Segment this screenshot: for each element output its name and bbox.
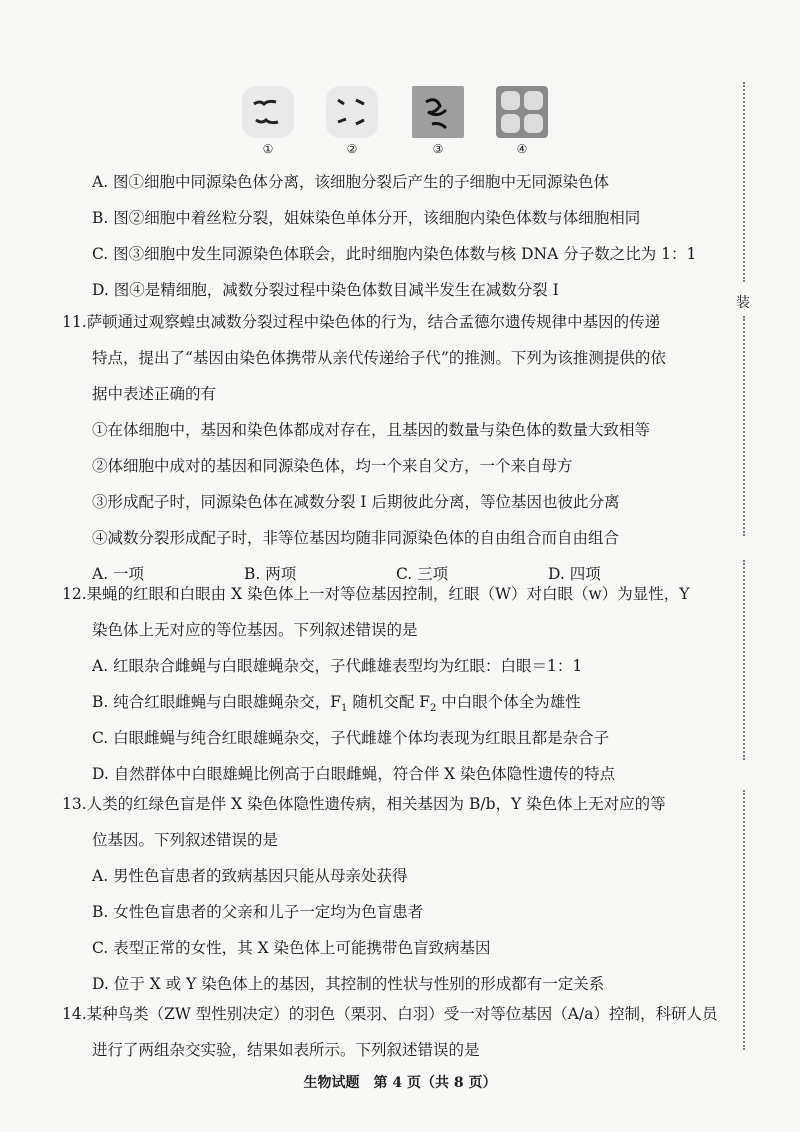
q13-option-a: A. 男性色盲患者的致病基因只能从母亲处获得 (92, 867, 408, 885)
cell-image-3 (412, 86, 464, 138)
q13-option-b: B. 女性色盲患者的父亲和儿子一定均为色盲患者 (92, 903, 424, 921)
q13-stem-line-2: 位基因。下列叙述错误的是 (92, 831, 279, 849)
binding-line-top (743, 82, 745, 282)
q10-option-a: A. 图①细胞中同源染色体分离，该细胞分裂后产生的子细胞中无同源染色体 (92, 173, 610, 191)
q13-option-d: D. 位于 X 或 Y 染色体上的基因，其控制的性状与性别的形成都有一定关系 (92, 975, 605, 993)
q10-option-c: C. 图③细胞中发生同源染色体联会，此时细胞内染色体数与核 DNA 分子数之比为 1：1 (92, 245, 697, 263)
q14-stem-text-1: 某种鸟类（ZW 型性别决定）的羽色（栗羽、白羽）受一对等位基因（A/a）控制，科研人员 (86, 1005, 718, 1023)
cell-image-1 (242, 86, 294, 138)
q12-number: 12. (62, 585, 87, 603)
q12-option-d: D. 自然群体中白眼雄蝇比例高于白眼雌蝇，符合伴 X 染色体隐性遗传的特点 (92, 765, 616, 783)
q12-option-b (92, 684, 712, 720)
figure-1 (240, 86, 296, 164)
page-footer: 生物试题 第 4 页（共 8 页） (303, 1075, 497, 1091)
cell-figures (236, 86, 556, 164)
figure-2-caption: ② (346, 142, 358, 156)
cell-image-4 (496, 86, 548, 138)
q11-statement-4: ④减数分裂形成配子时，非等位基因均随非同源染色体的自由组合而自由组合 (92, 529, 620, 547)
q14-stem-line-2: 进行了两组杂交实验，结果如表所示。下列叙述错误的是 (92, 1041, 480, 1059)
q12-option-b-part-3: 中白眼个体全为雄性 (436, 693, 581, 711)
q11-statement-2: ②体细胞中成对的基因和同源染色体，均一个来自父方，一个来自母方 (92, 457, 573, 475)
q13-number: 13. (62, 795, 87, 813)
figure-4-caption: ④ (516, 142, 528, 156)
q11-stem-text-1: 萨顿通过观察蝗虫减数分裂过程中染色体的行为，结合孟德尔遗传规律中基因的传递 (86, 313, 661, 331)
q12-option-b-sub-1: 1 (341, 703, 348, 715)
question-11 (62, 304, 712, 592)
q11-stem-line-3: 据中表述正确的有 (92, 385, 217, 403)
binding-line-middle (743, 316, 745, 536)
binding-line-lower (743, 560, 745, 760)
figure-3-caption: ③ (432, 142, 444, 156)
q13-stem-line-1 (62, 786, 712, 822)
binding-line-bottom (743, 790, 745, 1050)
q12-option-c: C. 白眼雌蝇与纯合红眼雄蝇杂交，子代雌雄个体均表现为红眼且都是杂合子 (92, 729, 610, 747)
question-14 (62, 996, 718, 1068)
question-10-options (92, 164, 712, 308)
q11-stem-line-1 (62, 304, 712, 340)
binding-label: 装 (736, 295, 750, 311)
q11-number: 11. (62, 313, 87, 331)
q12-option-a: A. 红眼杂合雌蝇与白眼雄蝇杂交，子代雌雄表型均为红眼：白眼＝1：1 (92, 657, 583, 675)
q14-number: 14. (62, 1005, 87, 1023)
q13-option-c: C. 表型正常的女性，其 X 染色体上可能携带色盲致病基因 (92, 939, 491, 957)
cell-image-2 (326, 86, 378, 138)
q11-statement-1: ①在体细胞中，基因和染色体都成对存在，且基因的数量与染色体的数量大致相等 (92, 421, 651, 439)
figure-3 (410, 86, 466, 164)
q11-statement-3: ③形成配子时，同源染色体在减数分裂 Ⅰ 后期彼此分离，等位基因也彼此分离 (92, 493, 620, 511)
q12-option-b-sub-2: 2 (430, 703, 437, 715)
q11-option-d: D. 四项 (548, 565, 601, 583)
q12-option-b-part-2: 随机交配 F (347, 693, 430, 711)
q12-stem-line-1 (62, 576, 712, 612)
q12-stem-line-2: 染色体上无对应的等位基因。下列叙述错误的是 (92, 621, 418, 639)
question-12 (62, 576, 712, 792)
q13-stem-text-1: 人类的红绿色盲是伴 X 染色体隐性遗传病，相关基因为 B/b，Y 染色体上无对应的等 (86, 795, 666, 813)
q10-option-d: D. 图④是精细胞，减数分裂过程中染色体数目减半发生在减数分裂 Ⅰ (92, 281, 559, 299)
q11-option-a: A. 一项 (92, 565, 145, 583)
q12-stem-text-1: 果蝇的红眼和白眼由 X 染色体上一对等位基因控制，红眼（W）对白眼（w）为显性，Y (86, 585, 690, 603)
q11-option-b: B. 两项 (244, 565, 297, 583)
figure-2 (324, 86, 380, 164)
q11-option-c: C. 三项 (396, 565, 449, 583)
figure-4 (494, 86, 550, 164)
q12-option-b-part-1: B. 纯合红眼雌蝇与白眼雄蝇杂交，F (92, 693, 342, 711)
q10-option-b: B. 图②细胞中着丝粒分裂，姐妹染色单体分开，该细胞内染色体数与体细胞相同 (92, 209, 641, 227)
figure-1-caption: ① (262, 142, 274, 156)
q11-stem-line-2: 特点，提出了“基因由染色体携带从亲代传递给子代”的推测。下列为该推测提供的依 (92, 349, 666, 367)
question-13 (62, 786, 712, 1002)
q14-stem-line-1 (62, 996, 718, 1032)
